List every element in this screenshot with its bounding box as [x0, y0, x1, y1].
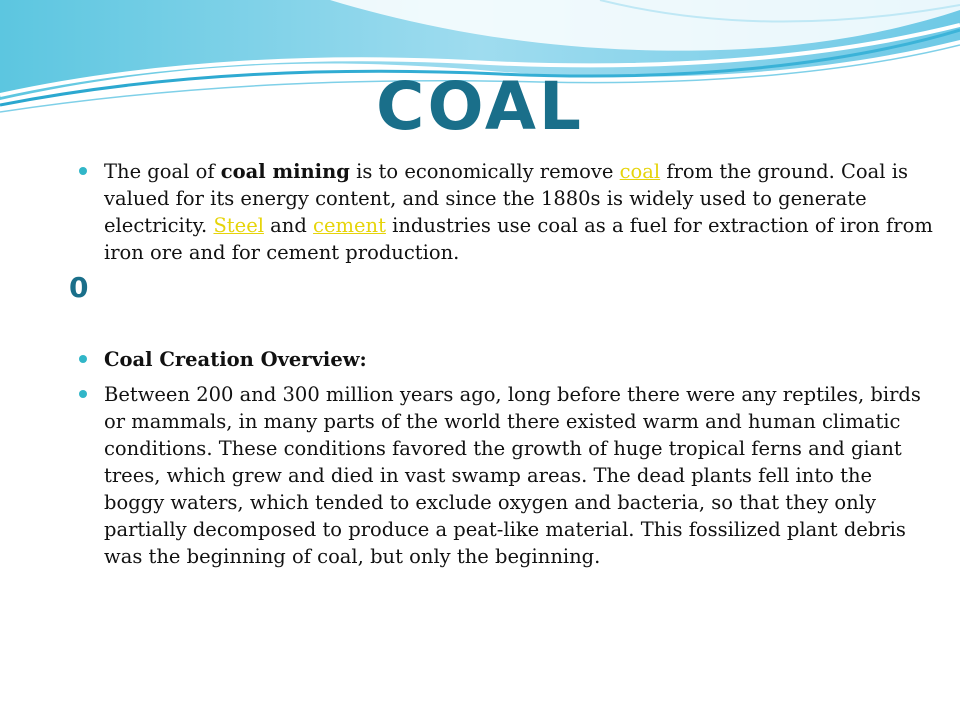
spacer — [69, 266, 936, 346]
bullet-icon — [79, 355, 87, 363]
cement-link[interactable]: cement — [313, 214, 386, 237]
coal-mining-bold: coal mining — [220, 160, 350, 183]
steel-link[interactable]: Steel — [213, 214, 264, 237]
slide-content — [69, 158, 936, 570]
bullet-icon — [79, 167, 87, 175]
bullet-heading-coal-creation — [76, 346, 936, 373]
coal-creation-heading: Coal Creation Overview: — [104, 348, 367, 371]
stray-character: 0 — [69, 271, 89, 304]
coal-formation-text: Between 200 and 300 million years ago, long before there were any reptiles, birds or mammals, in many parts of the world there existed warm and human climatic conditions. These conditions favored the growth of huge tropical ferns and giant trees, which grew and died in vast swamp areas. The dead plants fell into the boggy waters, which tended to exclude oxygen and bacteria, so that they only partially decomposed to produce a peat-like material. This fossilized plant debris was the beginning of coal, but only the beginning. — [104, 383, 921, 568]
bullet-icon — [79, 390, 87, 398]
bullet-paragraph-coal-formation — [76, 381, 936, 570]
coal-link[interactable]: coal — [619, 160, 661, 183]
bullet-paragraph-coal-mining: The goal of coal mining is to economically remove coal from the ground. Coal is valued for its energy content, and since the 1880s is widely used to generate electricity. Steel and cement industries use coal as a fuel for extraction of iron from iron ore and for cement production. — [76, 158, 936, 266]
slide-title: COAL — [376, 68, 584, 145]
